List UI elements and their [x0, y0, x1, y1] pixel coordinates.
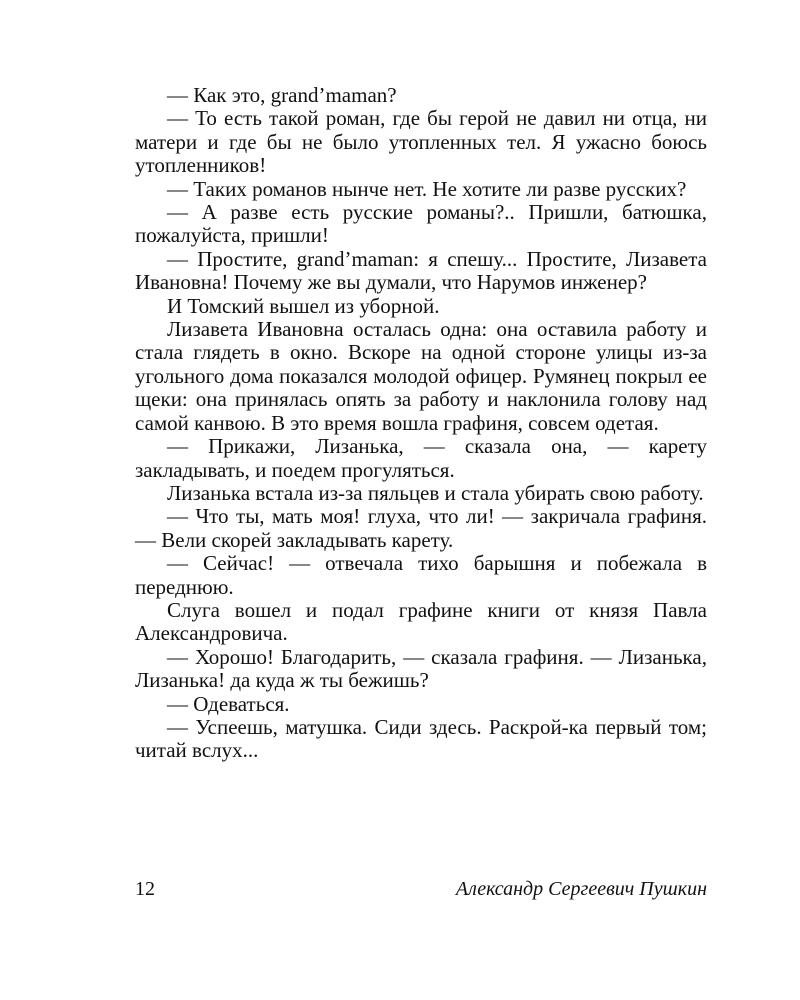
running-author: Александр Сергеевич Пушкин	[455, 878, 707, 900]
paragraph: — Сейчас! — отвечала тихо барышня и побежала в переднюю.	[135, 551, 707, 599]
paragraph: — Простите, grand’maman: я спешу... Простите, Лизавета Ивановна! Почему же вы думали, что Нарумов инженер?	[135, 246, 707, 295]
book-page	[135, 84, 707, 763]
paragraph: Лизанька встала из-за пяльцев и стала убирать свою работу.	[167, 480, 704, 505]
paragraph: — Таких романов нынче нет. Не хотите ли разве русских?	[167, 176, 687, 201]
paragraph: — А разве есть русские романы?.. Пришли, батюшка, пожалуйста, пришли!	[135, 200, 707, 248]
paragraph: Слуга вошел и подал графине книги от князя Павла Александровича.	[135, 597, 707, 646]
page-footer	[135, 878, 707, 904]
paragraph: — Прикажи, Лизанька, — сказала она, — карету закладывать, и поедем прогуляться.	[135, 434, 707, 482]
text-block	[135, 84, 707, 763]
paragraph: И Томский вышел из уборной.	[167, 293, 440, 318]
paragraph: — Что ты, мать моя! глуха, что ли! — закричала графиня. — Вели скорей закладывать карету.	[135, 504, 707, 552]
page-number: 12	[135, 878, 155, 900]
paragraph: Лизавета Ивановна осталась одна: она оставила работу и стала глядеть в окно. Вскоре на одной стороне улицы из-за угольного дома показался молодой офицер. Румянец покрыл ее щеки: она принялась опять за работу и наклонила голову над самой канвою. В это время вошла графиня, совсем одетая.	[135, 317, 707, 435]
paragraph: — Как это, grand’maman?	[167, 83, 397, 107]
paragraph: — Одеваться.	[167, 691, 290, 716]
paragraph: — Успеешь, матушка. Сиди здесь. Раскрой-ка первый том; читай вслух...	[135, 714, 707, 763]
paragraph: — То есть такой роман, где бы герой не давил ни отца, ни матери и где бы не было утопленных тел. Я ужасно боюсь утопленников!	[135, 106, 707, 178]
paragraph: — Хорошо! Благодарить, — сказала графиня. — Лизанька, Лизанька! да куда ж ты бежишь?	[135, 644, 707, 693]
